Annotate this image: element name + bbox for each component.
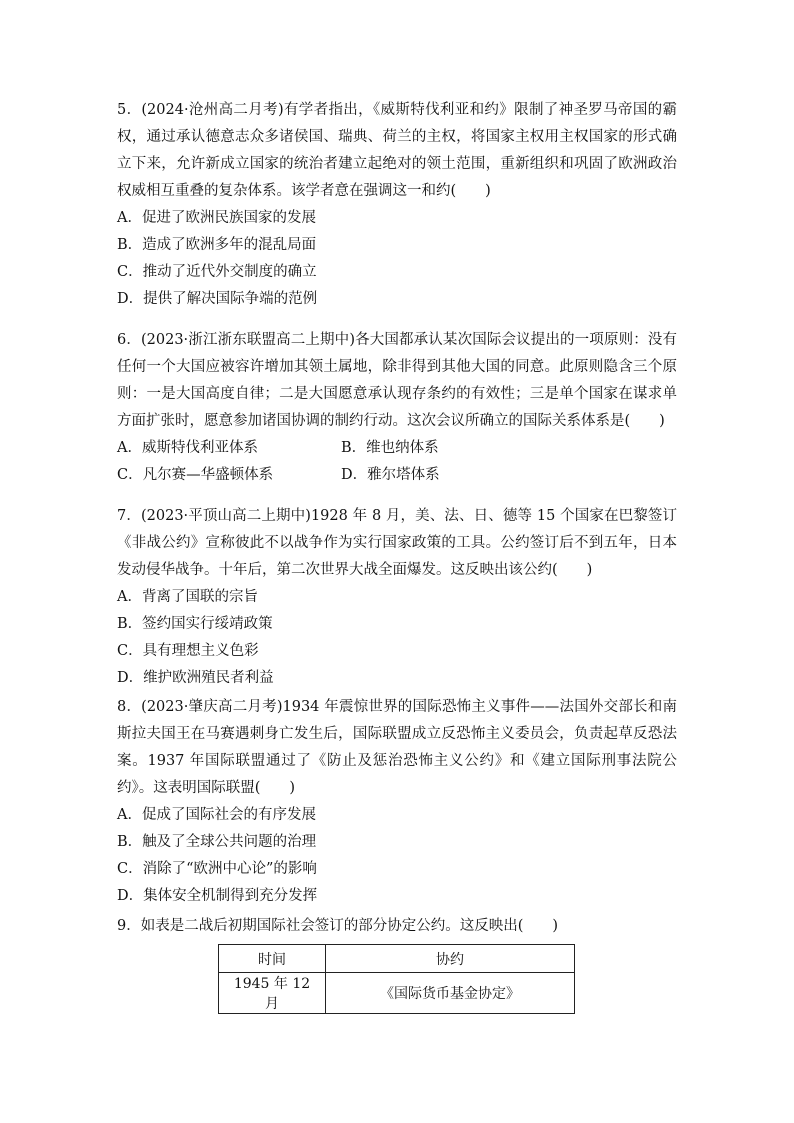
table-cell-agreement: 《国际货币基金协定》	[326, 973, 575, 1014]
option-b: B．签约国实行绥靖政策	[117, 616, 273, 632]
option-d: D．维护欧洲殖民者利益	[117, 670, 274, 686]
option-a: A．促进了欧洲民族国家的发展	[117, 210, 316, 226]
agreements-table	[218, 944, 575, 1014]
table-header-row	[219, 945, 575, 973]
option-b: B．维也纳体系	[341, 440, 439, 456]
question-9	[117, 913, 677, 940]
options-row	[117, 462, 677, 489]
options-row	[117, 435, 677, 462]
question-6	[117, 327, 677, 489]
question-stem: 7．(2023·平顶山高二上期中)1928 年 8 月，美、法、日、德等 15 个国家在巴黎签订《非战公约》宣称彼此不以战争作为实行国家政策的工具。公约签订后不到五年，日本发动侵华战争。十年后，第二次世界大战全面爆发。这反映出该公约( )	[117, 508, 677, 578]
question-7	[117, 503, 677, 692]
question-stem: 5．(2024·沧州高二月考)有学者指出，《威斯特伐利亚和约》限制了神圣罗马帝国的霸权，通过承认德意志众多诸侯国、瑞典、荷兰的主权，将国家主权用主权国家的形式确立下来，允许新成立国家的统治者建立起绝对的领土范围，重新组织和巩固了欧洲政治权威相互重叠的复杂体系。该学者意在强调这一和约( )	[117, 102, 677, 199]
option-c: C．消除了“欧洲中心论”的影响	[117, 861, 317, 877]
option-d: D．集体安全机制得到充分发挥	[117, 888, 318, 904]
option-d: D．提供了解决国际争端的范例	[117, 291, 318, 307]
column-header-agreement: 协约	[326, 945, 575, 973]
option-b: B．造成了欧洲多年的混乱局面	[117, 237, 317, 253]
option-c: C．推动了近代外交制度的确立	[117, 264, 317, 280]
table-cell-time: 1945 年 12 月	[219, 973, 326, 1014]
option-a: A．背离了国联的宗旨	[117, 589, 258, 605]
question-stem: 9．如表是二战后初期国际社会签订的部分协定公约。这反映出( )	[117, 918, 559, 934]
option-c: C．具有理想主义色彩	[117, 643, 259, 659]
question-stem: 6．(2023·浙江浙东联盟高二上期中)各大国都承认某次国际会议提出的一项原则：没有任何一个大国应被容许增加其领土属地，除非得到其他大国的同意。此原则隐含三个原则：一是大国高度自律；二是大国愿意承认现存条约的有效性；三是单个国家在谋求单方面扩张时，愿意参加诸国协调的制约行动。这次会议所确立的国际关系体系是( )	[117, 332, 677, 429]
question-8	[117, 694, 677, 910]
option-a: A．促成了国际社会的有序发展	[117, 807, 316, 823]
option-d: D．雅尔塔体系	[341, 467, 440, 483]
column-header-time: 时间	[219, 945, 326, 973]
question-5	[117, 97, 677, 313]
table-row	[219, 973, 575, 1014]
question-stem: 8．(2023·肇庆高二月考)1934 年震惊世界的国际恐怖主义事件——法国外交部长和南斯拉夫国王在马赛遇刺身亡发生后，国际联盟成立反恐怖主义委员会，负责起草反恐法案。1937 年国际联盟通过了《防止及惩治恐怖主义公约》和《建立国际刑事法院公约》。这表明国际联盟( )	[117, 699, 677, 796]
option-a: A．威斯特伐利亚体系	[117, 440, 258, 456]
option-c: C．凡尔赛—华盛顿体系	[117, 467, 274, 483]
option-b: B．触及了全球公共问题的治理	[117, 834, 317, 850]
